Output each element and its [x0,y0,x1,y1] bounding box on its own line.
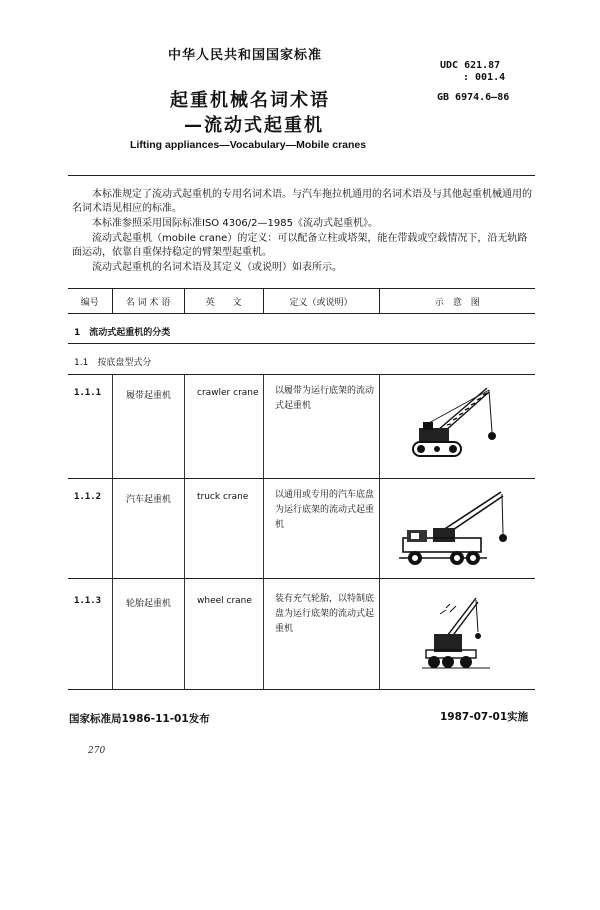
row-2-definition: 以通用或专用的汽车底盘为运行底架的流动式起重机 [275,490,375,530]
header-number: 编号 [68,289,112,314]
intro-paragraph-4: 流动式起重机的名词术语及其定义（或说明）如表所示。 [92,262,342,273]
section-divider-1 [68,343,535,344]
intro-paragraph-3: 流动式起重机（mobile crane）的定义：可以配备立柱或塔架，能在带载或空载情况下，沿无轨路面运动，依靠自重保持稳定的臂架型起重机。 [72,233,528,258]
section-heading-1: 1 流动式起重机的分类 [74,328,171,338]
column-line [112,374,113,689]
page-number: 270 [88,746,106,756]
terms-table [68,288,535,314]
document-title: 起重机械名词术语 [170,90,330,111]
header-term: 名 词 术 语 [112,289,184,314]
row-1-term: 履带起重机 [126,391,172,401]
issuing-authority: 中华人民共和国国家标准 [168,48,323,63]
wheel-crane-illustration [420,588,500,672]
row-2-term: 汽车起重机 [126,495,172,505]
row-1-definition: 以履带为运行底架的流动式起重机 [275,386,375,411]
row-3-definition: 装有充气轮胎，以特制底盘为运行底架的流动式起重机 [275,594,375,634]
document-subtitle: —流动式起重机 [184,115,324,136]
effective-date: 1987-07-01实施 [440,711,529,723]
english-title: Lifting appliances—Vocabulary—Mobile cranes [130,139,367,151]
row-3-term: 轮胎起重机 [126,599,172,609]
truck-crane-illustration [397,488,515,576]
crawler-crane-illustration [405,384,515,468]
row-divider [68,478,535,479]
intro-paragraph-1: 本标准规定了流动式起重机的专用名词术语。与汽车拖拉机通用的名词术语及与其他起重机械通用的名词术语见相应的标准。 [72,189,532,214]
standard-number: GB 6974.6—86 [437,92,510,103]
row-2-number: 1.1.2 [74,492,102,502]
section-heading-1-1: 1.1 按底盘型式分 [74,358,152,368]
row-3-english: wheel crane [197,596,252,606]
header-illustration: 示 意 图 [379,289,535,314]
column-line [379,374,380,689]
table-bottom-rule [68,689,535,690]
row-1-number: 1.1.1 [74,388,102,398]
header-definition: 定义（或说明） [263,289,379,314]
udc-code-suffix: : 001.4 [463,72,506,83]
row-3-number: 1.1.3 [74,596,102,606]
row-1-english: crawler crane [197,388,259,398]
intro-paragraph-2: 本标准参照采用国际标准ISO 4306/2—1985《流动式起重机》。 [92,218,378,229]
table-header-row [68,289,535,314]
udc-code: UDC 621.87 [440,60,501,71]
row-2-english: truck crane [197,492,249,502]
column-line [263,374,264,689]
row-divider [68,578,535,579]
section-divider-2 [68,374,535,375]
header-english: 英 文 [184,289,263,314]
issue-date: 国家标准局1986-11-01发布 [69,713,210,725]
header-divider [68,175,535,176]
column-line [184,374,185,689]
